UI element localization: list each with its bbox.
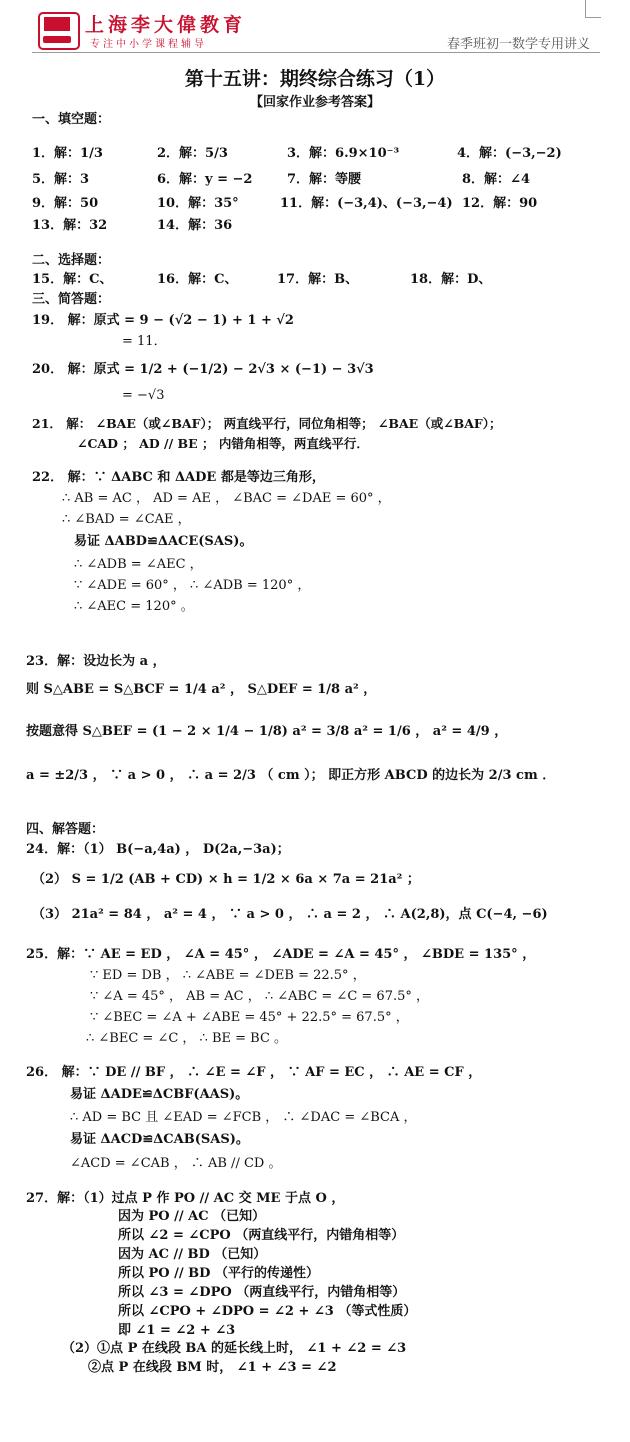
- answer-25-line2: ∵ ED = DB ， ∴ ∠ABE = ∠DEB = 22.5° ，: [90, 968, 366, 983]
- answer-6: 6．解：y = −2: [157, 172, 253, 187]
- answer-25-line5: ∴ ∠BEC = ∠C ， ∴ BE = BC 。: [86, 1031, 288, 1046]
- answer-24-line1: 24．解：（1） B(−a,4a) ， D(2a,−3a)；: [26, 842, 290, 857]
- answer-27-line10: ②点 P 在线段 BM 时， ∠1 + ∠3 = ∠2: [88, 1360, 337, 1375]
- answer-26-line3: ∴ AD = BC 且 ∠EAD = ∠FCB ， ∴ ∠DAC = ∠BCA ，: [70, 1110, 417, 1125]
- header-divider: [32, 52, 600, 53]
- answer-19-result: = 11．: [122, 334, 167, 349]
- answer-24-line2: （2） S = 1/2 (AB + CD) × h = 1/2 × 6a × 7a = 21a² ；: [32, 872, 420, 887]
- answer-26-line5: ∠ACD = ∠CAB ， ∴ AB // CD 。: [70, 1156, 282, 1171]
- section-heading-choice: 二、选择题：: [32, 253, 111, 268]
- page-title: 第十五讲：期终综合练习（1）: [184, 68, 446, 90]
- answer-26-line2: 易证 ΔADE≌ΔCBF(AAS)。: [70, 1087, 249, 1102]
- brand-name: 上海李大偉教育: [85, 14, 247, 36]
- answer-25-line4: ∵ ∠BEC = ∠A + ∠ABE = 45° + 22.5° = 67.5° ，: [90, 1010, 409, 1025]
- answer-23-line4: a = ±2/3 ， ∵ a > 0 ， ∴ a = 2/3 （ cm ）； 即正方形 ABCD 的边长为 2/3 cm ．: [26, 768, 556, 783]
- answer-23-line1: 23．解：设边长为 a ，: [26, 654, 166, 669]
- answer-27-line9: （2）①点 P 在线段 BA 的延长线上时， ∠1 + ∠2 = ∠3: [62, 1341, 407, 1356]
- answer-27-line5: 所以 PO // BD （平行的传递性）: [118, 1266, 319, 1281]
- answer-19-line: 19． 解：原式 = 9 − (√2 − 1) + 1 + √2: [32, 313, 294, 328]
- answer-3: 3．解：6.9×10⁻³: [287, 146, 400, 161]
- answer-14: 14．解：36: [157, 218, 233, 233]
- page-header: [0, 0, 630, 60]
- answer-1: 1．解：1/3: [32, 146, 103, 161]
- answer-5: 5．解：3: [32, 172, 90, 187]
- answer-22-line2: ∴ AB = AC ， AD = AE ， ∠BAC = ∠DAE = 60° ，: [62, 491, 391, 506]
- answer-23-line3: 按题意得 S△BEF = (1 − 2 × 1/4 − 1/8) a² = 3/8 a² = 1/6 ， a² = 4/9 ，: [26, 724, 508, 739]
- answer-21-line1: 21． 解： ∠BAE（或∠BAF）； 两直线平行，同位角相等； ∠BAE（或∠BAF）；: [32, 416, 502, 431]
- answer-23-line2: 则 S△ABE = S△BCF = 1/4 a² ， S△DEF = 1/8 a² ，: [26, 682, 377, 697]
- answer-27-line3: 所以 ∠2 = ∠CPO （两直线平行，内错角相等）: [118, 1228, 405, 1243]
- answer-26-line4: 易证 ΔACD≌ΔCAB(SAS)。: [70, 1132, 249, 1147]
- page-subtitle: 【回家作业参考答案】: [249, 95, 380, 110]
- answer-12: 12．解：90: [462, 196, 538, 211]
- answer-25-line3: ∵ ∠A = 45° ， AB = AC ， ∴ ∠ABC = ∠C = 67.5° ，: [90, 989, 430, 1004]
- answer-27-line8: 即 ∠1 = ∠2 + ∠3: [118, 1323, 236, 1338]
- answer-8: 8．解：∠4: [462, 172, 530, 187]
- answer-24-line3: （3） 21a² = 84 ， a² = 4 ， ∵ a > 0 ， ∴ a = 2 ， ∴ A(2,8)，点 C(−4, −6): [32, 907, 548, 922]
- answer-10: 10．解：35°: [157, 196, 239, 211]
- answer-7: 7．解：等腰: [287, 172, 362, 187]
- answer-22-line3: ∴ ∠BAD = ∠CAE ，: [62, 512, 191, 527]
- answer-21-line2: ∠CAD ； AD // BE ； 内错角相等，两直线平行．: [77, 436, 369, 451]
- answer-27-line1: 27．解：（1）过点 P 作 PO // AC 交 ME 于点 O ，: [26, 1191, 345, 1206]
- answer-27-line2: 因为 PO // AC （已知）: [118, 1209, 266, 1224]
- answer-25-line1: 25．解：∵ AE = ED ， ∠A = 45° ， ∠ADE = ∠A = 45° ， ∠BDE = 135° ，: [26, 947, 536, 962]
- answer-2: 2．解：5/3: [157, 146, 228, 161]
- answer-16: 16．解：C、: [157, 272, 238, 287]
- answer-22-line4: 易证 ΔABD≌ΔACE(SAS)。: [74, 534, 253, 549]
- answer-9: 9．解：50: [32, 196, 99, 211]
- answer-22-line5: ∴ ∠ADB = ∠AEC ，: [74, 557, 203, 572]
- answer-20-line: 20． 解：原式 = 1/2 + (−1/2) − 2√3 × (−1) − 3√3: [32, 362, 374, 377]
- logo-icon: [38, 12, 80, 50]
- course-name: 春季班初一数学专用讲义: [446, 37, 590, 52]
- answer-18: 18．解：D、: [410, 272, 492, 287]
- section-heading-short: 三、简答题：: [32, 292, 111, 307]
- answer-22-line7: ∴ ∠AEC = 120° 。: [74, 599, 194, 614]
- answer-13: 13．解：32: [32, 218, 108, 233]
- corner-mark: [585, 0, 601, 18]
- answer-11: 11．解：(−3,4)、(−3,−4): [280, 196, 453, 211]
- section-heading-fill: 一、填空题：: [32, 112, 111, 127]
- answer-22-line6: ∵ ∠ADE = 60° ， ∴ ∠ADB = 120° ，: [74, 578, 311, 593]
- answer-27-line7: 所以 ∠CPO + ∠DPO = ∠2 + ∠3 （等式性质）: [118, 1304, 417, 1319]
- answer-26-line1: 26． 解：∵ DE // BF ， ∴ ∠E = ∠F ， ∵ AF = EC ， ∴ AE = CF ，: [26, 1065, 482, 1080]
- brand-slogan: 专注中小学课程辅导: [90, 39, 207, 50]
- answer-17: 17．解：B、: [277, 272, 359, 287]
- answer-27-line6: 所以 ∠3 = ∠DPO （两直线平行，内错角相等）: [118, 1285, 406, 1300]
- answer-4: 4．解：(−3,−2): [457, 146, 562, 161]
- answer-20-result: = −√3: [122, 388, 165, 403]
- section-heading-solve: 四、解答题：: [26, 822, 105, 837]
- answer-27-line4: 因为 AC // BD （已知）: [118, 1247, 267, 1262]
- answer-15: 15．解：C、: [32, 272, 113, 287]
- answer-22-line1: 22． 解：∵ ΔABC 和 ΔADE 都是等边三角形，: [32, 470, 325, 485]
